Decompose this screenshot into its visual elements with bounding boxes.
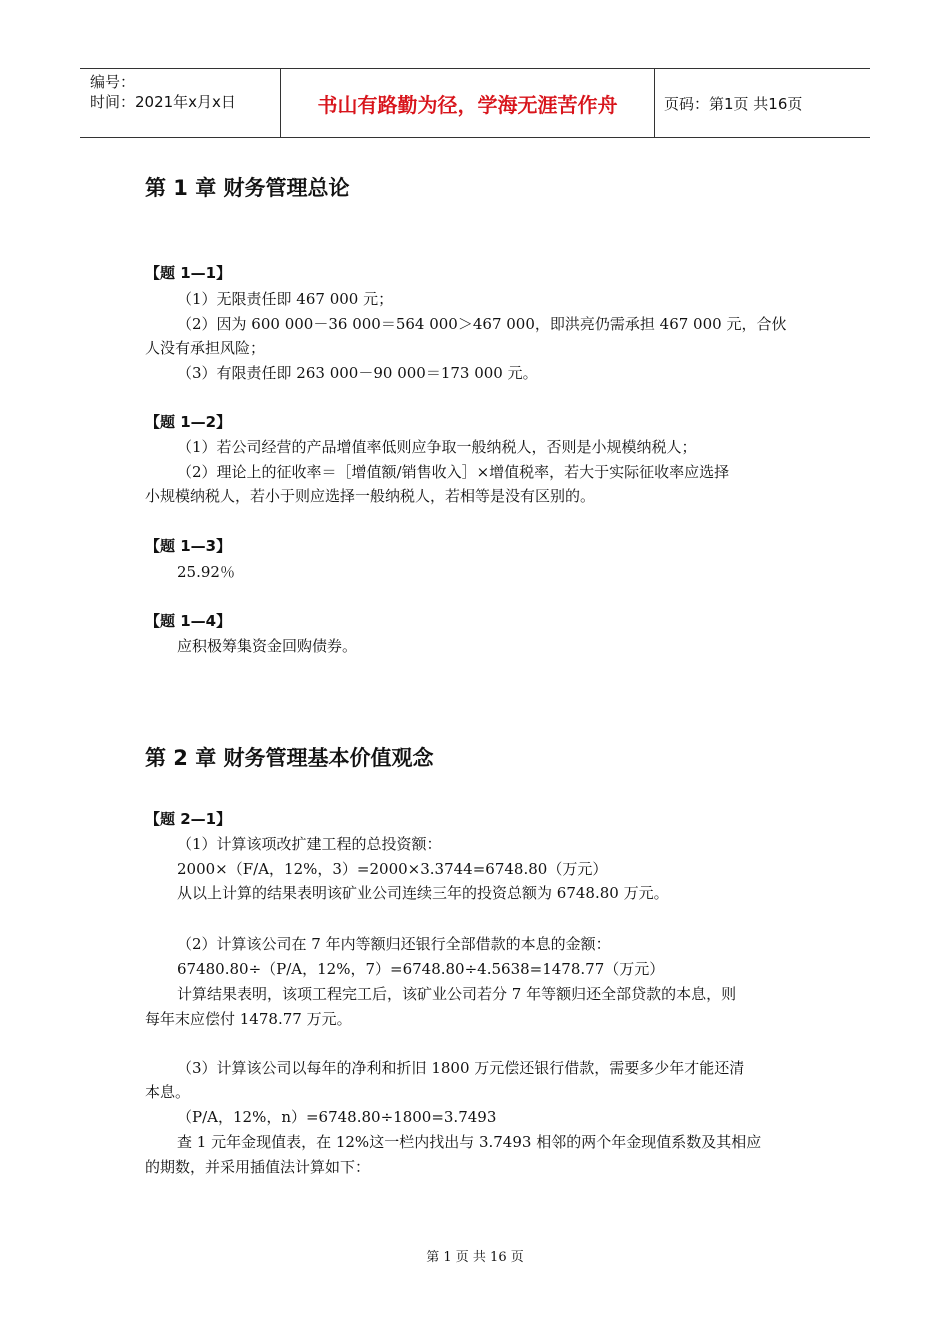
text-line: 人没有承担风险； [145, 339, 266, 357]
text-line: （1）无限责任即 467 000 元； [177, 290, 394, 308]
question-1-3-title: 【题 1—3】 [145, 537, 232, 555]
text-line: 小规模纳税人，若小于则应选择一般纳税人，若相等是没有区别的。 [145, 487, 596, 505]
page-header [80, 68, 870, 138]
text-line: （1）若公司经营的产品增值率低则应争取一般纳税人，否则是小规模纳税人； [177, 438, 697, 456]
header-info-cell [80, 69, 280, 137]
number-label: 编号： [90, 73, 136, 91]
text-line: 25.92％ [177, 563, 235, 581]
question-1-2-title: 【题 1—2】 [145, 413, 232, 431]
header-divider [654, 69, 655, 137]
page-footer: 第 1 页 共 16 页 [426, 1250, 524, 1265]
text-line: 每年末应偿付 1478.77 万元。 [145, 1010, 352, 1028]
formula-line: （P/A，12%，n）=6748.80÷1800=3.7493 [177, 1108, 497, 1126]
text-line: （2）因为 600 000－36 000＝564 000＞467 000，即洪亮仍需承担 467 000 元，合伙 [177, 315, 787, 333]
time-label: 时间：2021年x月x日 [90, 93, 236, 111]
text-line: （2）理论上的征收率＝［增值额/销售收入］×增值税率，若大于实际征收率应选择 [177, 463, 730, 481]
text-line: 从以上计算的结果表明该矿业公司连续三年的投资总额为 6748.80 万元。 [177, 884, 669, 902]
chapter-2-title: 第 2 章 财务管理基本价值观念 [145, 746, 434, 770]
header-motto: 书山有路勤为径，学海无涯苦作舟 [317, 92, 618, 117]
header-page-label: 页码：第1页 共16页 [664, 94, 803, 113]
text-line: （1）计算该项改扩建工程的总投资额： [177, 835, 442, 853]
text-line: 本息。 [145, 1083, 191, 1101]
text-line: 应积极筹集资金回购债券。 [177, 637, 358, 655]
question-1-4-title: 【题 1—4】 [145, 612, 232, 630]
text-line: （3）有限责任即 263 000－90 000＝173 000 元。 [177, 364, 538, 382]
text-line: 的期数，并采用插值法计算如下： [145, 1158, 371, 1176]
formula-line: 2000×（F/A，12%，3）=2000×3.3744=6748.80（万元） [177, 860, 608, 878]
text-line: （3）计算该公司以每年的净利和折旧 1800 万元偿还银行借款，需要多少年才能还清 [177, 1059, 745, 1077]
text-line: （2）计算该公司在 7 年内等额归还银行全部借款的本息的金额： [177, 935, 611, 953]
question-2-1-title: 【题 2—1】 [145, 810, 232, 828]
text-line: 查 1 元年金现值表，在 12%这一栏内找出与 3.7493 相邻的两个年金现值系数及其相应 [177, 1133, 762, 1151]
text-line: 计算结果表明，该项工程完工后，该矿业公司若分 7 年等额归还全部贷款的本息，则 [177, 985, 737, 1003]
chapter-1-title: 第 1 章 财务管理总论 [145, 176, 350, 200]
formula-line: 67480.80÷（P/A，12%，7）=6748.80÷4.5638=1478.77（万元） [177, 960, 665, 978]
question-1-1-title: 【题 1—1】 [145, 264, 232, 282]
